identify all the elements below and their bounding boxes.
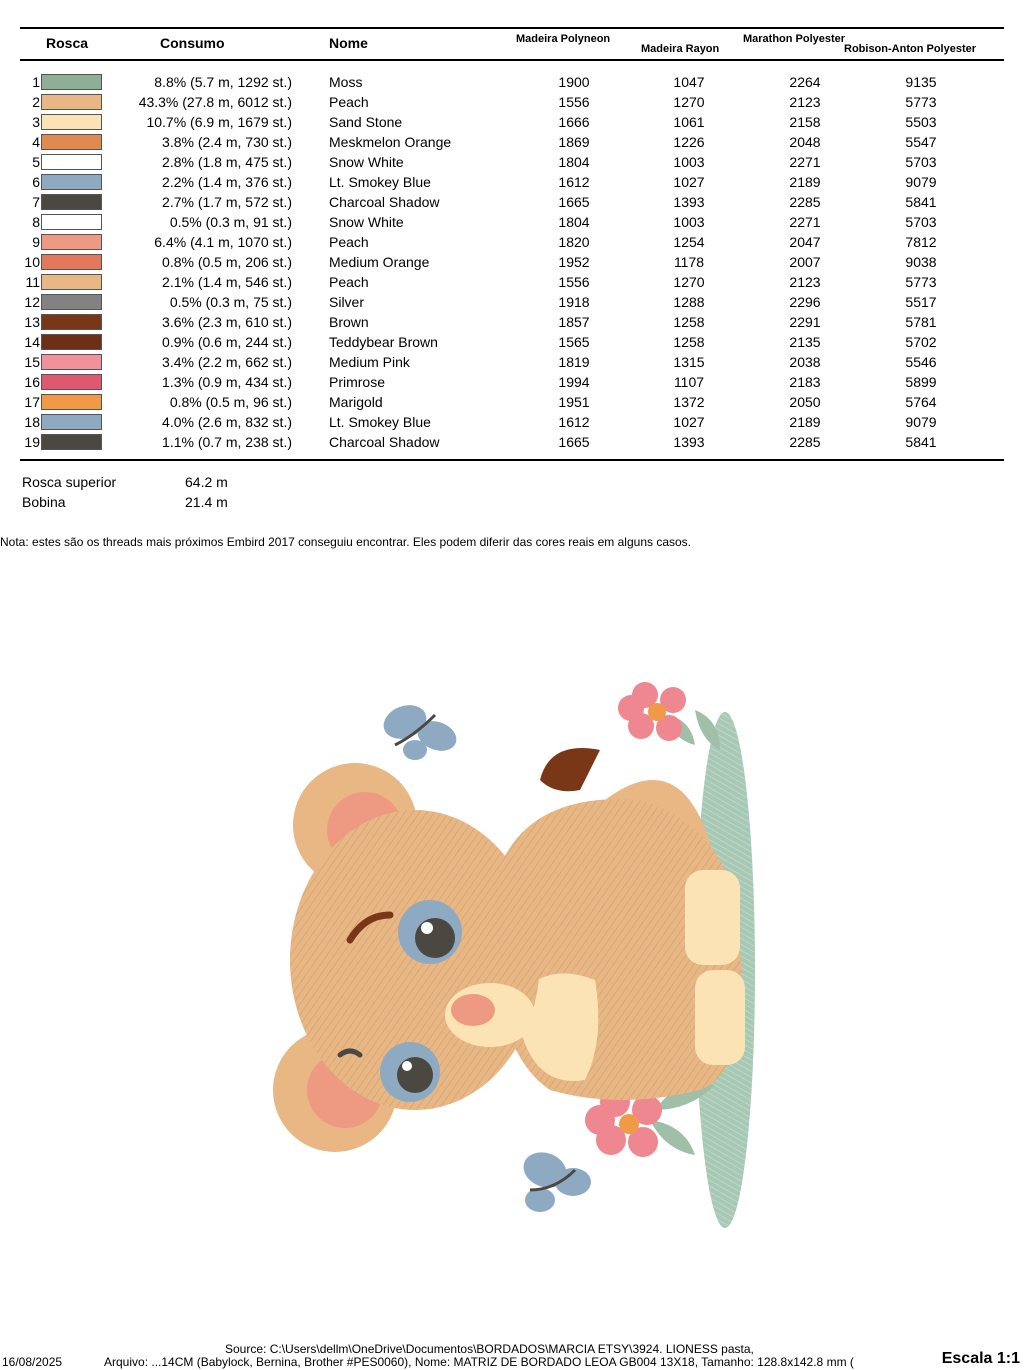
thread-consumption: 8.8% (5.7 m, 1292 st.) — [154, 74, 292, 90]
robison-code: 5899 — [905, 374, 937, 390]
robison-code: 5773 — [905, 274, 937, 290]
robison-code: 5841 — [905, 434, 937, 450]
marathon-code: 2050 — [789, 394, 821, 410]
thread-consumption: 1.1% (0.7 m, 238 st.) — [162, 434, 292, 450]
thread-consumption: 10.7% (6.9 m, 1679 st.) — [146, 114, 292, 130]
thread-name: Snow White — [329, 154, 404, 170]
thread-consumption: 0.8% (0.5 m, 96 st.) — [169, 394, 292, 410]
scale-label: Escala 1:1 — [941, 1350, 1020, 1367]
madeira-polyneon-code: 1804 — [558, 214, 590, 230]
thread-number: 6 — [32, 174, 40, 190]
table-row — [0, 72, 1024, 92]
thread-consumption: 3.6% (2.3 m, 610 st.) — [162, 314, 292, 330]
thread-name: Marigold — [329, 394, 383, 410]
madeira-polyneon-code: 1565 — [558, 334, 590, 350]
thread-consumption: 6.4% (4.1 m, 1070 st.) — [154, 234, 292, 250]
thread-name: Medium Pink — [329, 354, 410, 370]
col-header-madeira-polyneon: Madeira Polyneon — [516, 33, 611, 45]
robison-code: 9038 — [905, 254, 937, 270]
robison-code: 5764 — [905, 394, 937, 410]
color-swatch — [41, 374, 102, 390]
thread-number: 12 — [24, 294, 40, 310]
thread-name: Peach — [329, 234, 369, 250]
madeira-rayon-code: 1178 — [673, 254, 705, 270]
color-swatch — [41, 134, 102, 150]
thread-name: Lt. Smokey Blue — [329, 174, 431, 190]
marathon-code: 2123 — [789, 274, 821, 290]
color-swatch — [41, 394, 102, 410]
madeira-rayon-code: 1107 — [673, 374, 705, 390]
madeira-polyneon-code: 1804 — [558, 154, 590, 170]
thread-number: 1 — [32, 74, 40, 90]
thread-number: 7 — [32, 194, 40, 210]
table-row — [0, 272, 1024, 292]
marathon-code: 2285 — [789, 434, 821, 450]
madeira-polyneon-code: 1556 — [558, 94, 590, 110]
color-swatch — [41, 314, 102, 330]
robison-code: 5703 — [905, 154, 937, 170]
table-row — [0, 152, 1024, 172]
madeira-rayon-code: 1226 — [673, 134, 705, 150]
col-header-nome: Nome — [329, 35, 368, 51]
madeira-rayon-code: 1027 — [673, 174, 705, 190]
madeira-polyneon-code: 1666 — [558, 114, 590, 130]
robison-code: 9079 — [905, 174, 937, 190]
table-row — [0, 292, 1024, 312]
footer-source: Source: C:\Users\dellm\OneDrive\Documentos\BORDADOS\MARCIA ETSY\3924. LIONESS pasta, — [225, 1342, 754, 1356]
thread-consumption: 2.2% (1.4 m, 376 st.) — [162, 174, 292, 190]
table-row — [0, 92, 1024, 112]
footer-file: Arquivo: ...14CM (Babylock, Bernina, Brother #PES0060), Nome: MATRIZ DE BORDADO LEOA GB004 13X18, Tamanho: 128.8x142.8 mm ( — [104, 1355, 854, 1369]
table-row — [0, 112, 1024, 132]
thread-name: Moss — [329, 74, 363, 90]
thread-name: Charcoal Shadow — [329, 434, 440, 450]
madeira-rayon-code: 1254 — [673, 234, 705, 250]
bobbin-label: Bobina — [22, 494, 66, 510]
thread-consumption: 43.3% (27.8 m, 6012 st.) — [138, 94, 292, 110]
col-header-consumo: Consumo — [160, 35, 225, 51]
color-swatch — [41, 214, 102, 230]
madeira-rayon-code: 1061 — [673, 114, 705, 130]
madeira-rayon-code: 1003 — [673, 154, 705, 170]
color-swatch — [41, 94, 102, 110]
thread-consumption: 3.4% (2.2 m, 662 st.) — [162, 354, 292, 370]
color-swatch — [41, 274, 102, 290]
col-header-rosca: Rosca — [46, 35, 89, 51]
robison-code: 5702 — [905, 334, 937, 350]
madeira-rayon-code: 1372 — [673, 394, 705, 410]
marathon-code: 2264 — [789, 74, 821, 90]
butterfly-bottom — [519, 1147, 591, 1212]
color-swatch — [41, 254, 102, 270]
marathon-code: 2007 — [789, 254, 821, 270]
table-row — [0, 252, 1024, 272]
robison-code: 5517 — [905, 294, 937, 310]
thread-consumption: 4.0% (2.6 m, 832 st.) — [162, 414, 292, 430]
thread-consumption: 3.8% (2.4 m, 730 st.) — [162, 134, 292, 150]
madeira-rayon-code: 1047 — [673, 74, 705, 90]
marathon-code: 2048 — [789, 134, 821, 150]
table-row — [0, 412, 1024, 432]
table-row — [0, 212, 1024, 232]
embroidery-preview — [255, 670, 785, 1230]
madeira-polyneon-code: 1869 — [558, 134, 590, 150]
thread-name: Lt. Smokey Blue — [329, 414, 431, 430]
marathon-code: 2285 — [789, 194, 821, 210]
thread-number: 5 — [32, 154, 40, 170]
robison-code: 5773 — [905, 94, 937, 110]
color-swatch — [41, 354, 102, 370]
color-swatch — [41, 114, 102, 130]
thread-consumption: 0.5% (0.3 m, 91 st.) — [169, 214, 292, 230]
flower-top — [618, 682, 720, 750]
robison-code: 5547 — [905, 134, 937, 150]
robison-code: 7812 — [905, 234, 937, 250]
thread-name: Meskmelon Orange — [329, 134, 452, 150]
madeira-rayon-code: 1258 — [673, 314, 705, 330]
thread-table — [0, 72, 1024, 452]
color-swatch — [41, 434, 102, 450]
thread-consumption: 2.7% (1.7 m, 572 st.) — [162, 194, 292, 210]
marathon-code: 2183 — [789, 374, 821, 390]
thread-consumption: 2.1% (1.4 m, 546 st.) — [162, 274, 292, 290]
madeira-polyneon-code: 1820 — [558, 234, 590, 250]
madeira-polyneon-code: 1918 — [558, 294, 590, 310]
madeira-rayon-code: 1270 — [673, 94, 705, 110]
marathon-code: 2158 — [789, 114, 821, 130]
robison-code: 5503 — [905, 114, 937, 130]
col-header-madeira-rayon: Madeira Rayon — [641, 43, 720, 55]
table-row — [0, 172, 1024, 192]
marathon-code: 2038 — [789, 354, 821, 370]
col-header-robison: Robison-Anton Polyester — [844, 43, 977, 55]
marathon-code: 2123 — [789, 94, 821, 110]
top-thread-value: 64.2 m — [185, 474, 228, 490]
header-top-rule — [20, 27, 1004, 29]
table-row — [0, 332, 1024, 352]
color-swatch — [41, 234, 102, 250]
madeira-rayon-code: 1315 — [673, 354, 705, 370]
marathon-code: 2047 — [789, 234, 821, 250]
madeira-polyneon-code: 1612 — [558, 414, 590, 430]
marathon-code: 2189 — [789, 414, 821, 430]
robison-code: 5703 — [905, 214, 937, 230]
thread-number: 18 — [24, 414, 40, 430]
madeira-polyneon-code: 1556 — [558, 274, 590, 290]
thread-name: Silver — [329, 294, 365, 310]
madeira-rayon-code: 1288 — [673, 294, 705, 310]
thread-number: 4 — [32, 134, 40, 150]
thread-number: 11 — [25, 274, 40, 290]
thread-number: 17 — [24, 394, 40, 410]
thread-number: 19 — [24, 434, 40, 450]
thread-number: 8 — [32, 214, 40, 230]
madeira-polyneon-code: 1994 — [558, 374, 590, 390]
madeira-polyneon-code: 1665 — [558, 434, 590, 450]
marathon-code: 2296 — [789, 294, 821, 310]
madeira-rayon-code: 1027 — [673, 414, 705, 430]
thread-name: Brown — [329, 314, 369, 330]
madeira-polyneon-code: 1665 — [558, 194, 590, 210]
table-row — [0, 132, 1024, 152]
madeira-rayon-code: 1003 — [673, 214, 705, 230]
madeira-polyneon-code: 1900 — [558, 74, 590, 90]
table-bottom-rule — [20, 459, 1004, 461]
madeira-rayon-code: 1258 — [673, 334, 705, 350]
thread-number: 13 — [24, 314, 40, 330]
thread-name: Teddybear Brown — [329, 334, 438, 350]
color-swatch — [41, 74, 102, 90]
color-swatch — [41, 174, 102, 190]
table-row — [0, 192, 1024, 212]
top-thread-label: Rosca superior — [22, 474, 117, 490]
header-bottom-rule — [20, 59, 1004, 61]
robison-code: 9135 — [905, 74, 937, 90]
thread-name: Snow White — [329, 214, 404, 230]
color-swatch — [41, 194, 102, 210]
madeira-rayon-code: 1270 — [673, 274, 705, 290]
marathon-code: 2271 — [789, 214, 821, 230]
table-row — [0, 312, 1024, 332]
robison-code: 5841 — [905, 194, 937, 210]
robison-code: 5781 — [905, 314, 937, 330]
thread-consumption: 1.3% (0.9 m, 434 st.) — [162, 374, 292, 390]
madeira-rayon-code: 1393 — [673, 194, 705, 210]
marathon-code: 2271 — [789, 154, 821, 170]
color-swatch — [41, 414, 102, 430]
thread-number: 16 — [24, 374, 40, 390]
table-row — [0, 352, 1024, 372]
butterfly-top — [379, 699, 461, 760]
marathon-code: 2189 — [789, 174, 821, 190]
color-swatch — [41, 294, 102, 310]
table-row — [0, 372, 1024, 392]
thread-number: 14 — [24, 334, 40, 350]
robison-code: 9079 — [905, 414, 937, 430]
thread-number: 15 — [24, 354, 40, 370]
thread-name: Peach — [329, 274, 369, 290]
madeira-polyneon-code: 1951 — [558, 394, 590, 410]
color-swatch — [41, 154, 102, 170]
madeira-polyneon-code: 1819 — [558, 354, 590, 370]
madeira-polyneon-code: 1857 — [558, 314, 590, 330]
thread-name: Charcoal Shadow — [329, 194, 440, 210]
footer-date: 16/08/2025 — [2, 1355, 63, 1369]
thread-consumption: 2.8% (1.8 m, 475 st.) — [162, 154, 292, 170]
thread-name: Medium Orange — [329, 254, 430, 270]
bobbin-value: 21.4 m — [185, 494, 228, 510]
table-row — [0, 392, 1024, 412]
thread-note: Nota: estes são os threads mais próximos Embird 2017 conseguiu encontrar. Eles podem diferir das cores reais em alguns casos. — [0, 535, 692, 549]
thread-name: Sand Stone — [329, 114, 403, 130]
madeira-polyneon-code: 1952 — [558, 254, 590, 270]
madeira-polyneon-code: 1612 — [558, 174, 590, 190]
thread-number: 9 — [32, 234, 40, 250]
thread-name: Peach — [329, 94, 369, 110]
robison-code: 5546 — [905, 354, 937, 370]
table-row — [0, 232, 1024, 252]
table-row — [0, 432, 1024, 452]
marathon-code: 2291 — [789, 314, 821, 330]
madeira-rayon-code: 1393 — [673, 434, 705, 450]
thread-consumption: 0.8% (0.5 m, 206 st.) — [162, 254, 292, 270]
color-swatch — [41, 334, 102, 350]
thread-name: Primrose — [329, 374, 386, 390]
thread-consumption: 0.9% (0.6 m, 244 st.) — [162, 334, 292, 350]
thread-number: 2 — [32, 94, 40, 110]
thread-consumption: 0.5% (0.3 m, 75 st.) — [169, 294, 292, 310]
col-header-marathon: Marathon Polyester — [743, 33, 846, 45]
thread-number: 3 — [32, 114, 40, 130]
thread-number: 10 — [24, 254, 40, 270]
marathon-code: 2135 — [789, 334, 821, 350]
